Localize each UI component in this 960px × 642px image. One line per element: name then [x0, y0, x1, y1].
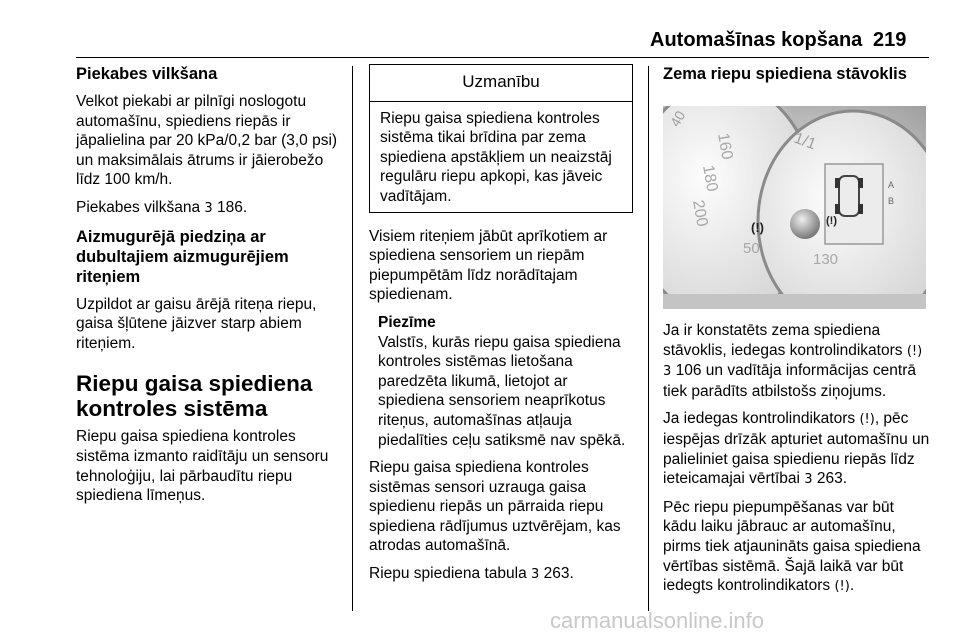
- tpms-warning-icon: (!): [859, 412, 875, 428]
- tpms-warning-icon: (!): [906, 343, 923, 359]
- column-divider-1: [352, 66, 353, 611]
- column-divider-2: [648, 66, 649, 611]
- indicator-page-reference[interactable]: 106: [675, 362, 702, 380]
- reference-arrow-icon: 3: [804, 472, 813, 488]
- tpms-warning-icon: (!): [826, 215, 837, 227]
- caution-box: [369, 64, 633, 213]
- gauge-label: 40: [666, 108, 689, 130]
- low-pressure-paragraph-3: [663, 498, 931, 597]
- trailer-paragraph: Velkot piekabi ar pilnīgi noslogotu automašīnu, spiediens riepās ir jāpalielina par 20 kPa/0,2 bar (3,0 psi) un maksimālais ātrums ir jāierobežo līdz 100 km/h.: [76, 93, 338, 189]
- gauge-label: 1/1: [791, 129, 819, 154]
- text-fragment: Ja iedegas kontrolindikators: [663, 410, 856, 428]
- note-title: Piezīme: [378, 313, 436, 331]
- tpms-paragraph: Riepu gaisa spiediena kontroles sistēma izmanto raidītāju un sensoru tehnoloģiju, lai pārbaudītu riepu spiediena līmeņus.: [76, 428, 329, 505]
- note-text: Valstīs, kurās riepu gaisa spiediena kontroles sistēmas lietošana paredzēta likumā, lietojot ar spiediena sensoriem neaprīkotus riteņus, automašīnas atļauja piedalīties ceļu satiksmē nav spēkā.: [378, 333, 626, 449]
- low-pressure-paragraph-1: [663, 321, 931, 401]
- reference-arrow-icon: 3: [204, 200, 213, 216]
- caution-title: Uzmanību: [370, 65, 632, 102]
- text-fragment: un vadītāja informācijas centrā tiek parādīts atbilstošs ziņojums.: [663, 362, 916, 400]
- gauge-label: 200: [689, 198, 711, 228]
- caution-text: Riepu gaisa spiediena kontroles sistēma tikai brīdina par zema spiediena apstākļiem un neaizstāj regulāru riepu apkopi, kas jāveic vadītājam.: [380, 109, 612, 205]
- instrument-cluster-photo: [663, 106, 926, 309]
- sensors-paragraph: Visiem riteņiem jābūt aprīkotiem ar spiediena sensoriem un riepām piepumpētām līdz norādītajam spiedienam.: [369, 227, 608, 304]
- trailer-reference-page[interactable]: 186.: [216, 198, 248, 216]
- trailer-reference: [76, 198, 342, 219]
- trailer-reference-text: Piekabes vilkšana: [76, 198, 201, 216]
- dual-wheels-heading: Aizmugurējā piedziņa ar dubultajiem aizmugurējiem riteņiem: [76, 227, 289, 286]
- tpms-warning-icon: (!): [751, 220, 764, 235]
- sensor-monitoring-paragraph: Riepu gaisa spiediena kontroles sistēmas sensori uzrauga gaisa spiedienu riepās un pārraida riepu spiediena rādījumus uztvērējam, kas atrodas automašīnā.: [369, 459, 621, 555]
- low-pressure-paragraph-2: [663, 409, 931, 489]
- gauge-label: 180: [699, 163, 721, 193]
- left-column: [76, 64, 342, 514]
- note-block: [369, 313, 635, 450]
- tpms-warning-icon: (!): [834, 579, 850, 595]
- recommended-value-page-reference[interactable]: 263.: [816, 470, 848, 488]
- text-fragment: .: [849, 577, 855, 595]
- watermark: carmanualsonline.info: [550, 608, 765, 633]
- middle-column: [369, 64, 635, 593]
- reference-arrow-icon: 3: [663, 364, 672, 380]
- page-number: 219: [873, 29, 907, 51]
- low-pressure-heading: Zema riepu spiediena stāvoklis: [663, 65, 907, 83]
- trailer-heading: Piekabes vilkšana: [76, 65, 218, 83]
- right-column: [663, 64, 931, 605]
- text-fragment: , pēc iespējas drīzāk apturiet automašīnu un palieliniet gaisa spiedienu riepās līdz ieteicamajai vērtībai: [663, 410, 930, 488]
- gauge-label: 130: [813, 251, 839, 268]
- pressure-table-text: Riepu spiediena tabula: [369, 565, 527, 583]
- pressure-table-reference: [369, 564, 635, 585]
- gauge-label: B: [888, 196, 895, 206]
- tpms-heading: Riepu gaisa spiediena kontroles sistēma: [76, 371, 313, 422]
- gauge-label: 160: [714, 131, 736, 161]
- text-fragment: Ja ir konstatēts zema spiediena stāvoklis, iedegas kontrolindikators: [663, 322, 903, 359]
- dual-wheels-paragraph: Uzpildot ar gaisu ārējā riteņa riepu, gaisa šļūtene jāizver starp abiem riteņiem.: [76, 295, 317, 352]
- pressure-table-page[interactable]: 263.: [543, 565, 574, 583]
- gauge-label: 50: [743, 240, 760, 257]
- header-title: Automašīnas kopšana: [650, 29, 863, 51]
- text-fragment: Pēc riepu piepumpēšanas var būt kādu laiku jābrauc ar automašīnu, pirms tiek atjaunināts gaisa spiediena vērtības sistēmā. Šajā laikā var būt iedegts kontrolindikators: [663, 498, 921, 595]
- reference-arrow-icon: 3: [531, 567, 540, 583]
- gauge-label: A: [888, 180, 895, 190]
- header-rule: [76, 57, 929, 58]
